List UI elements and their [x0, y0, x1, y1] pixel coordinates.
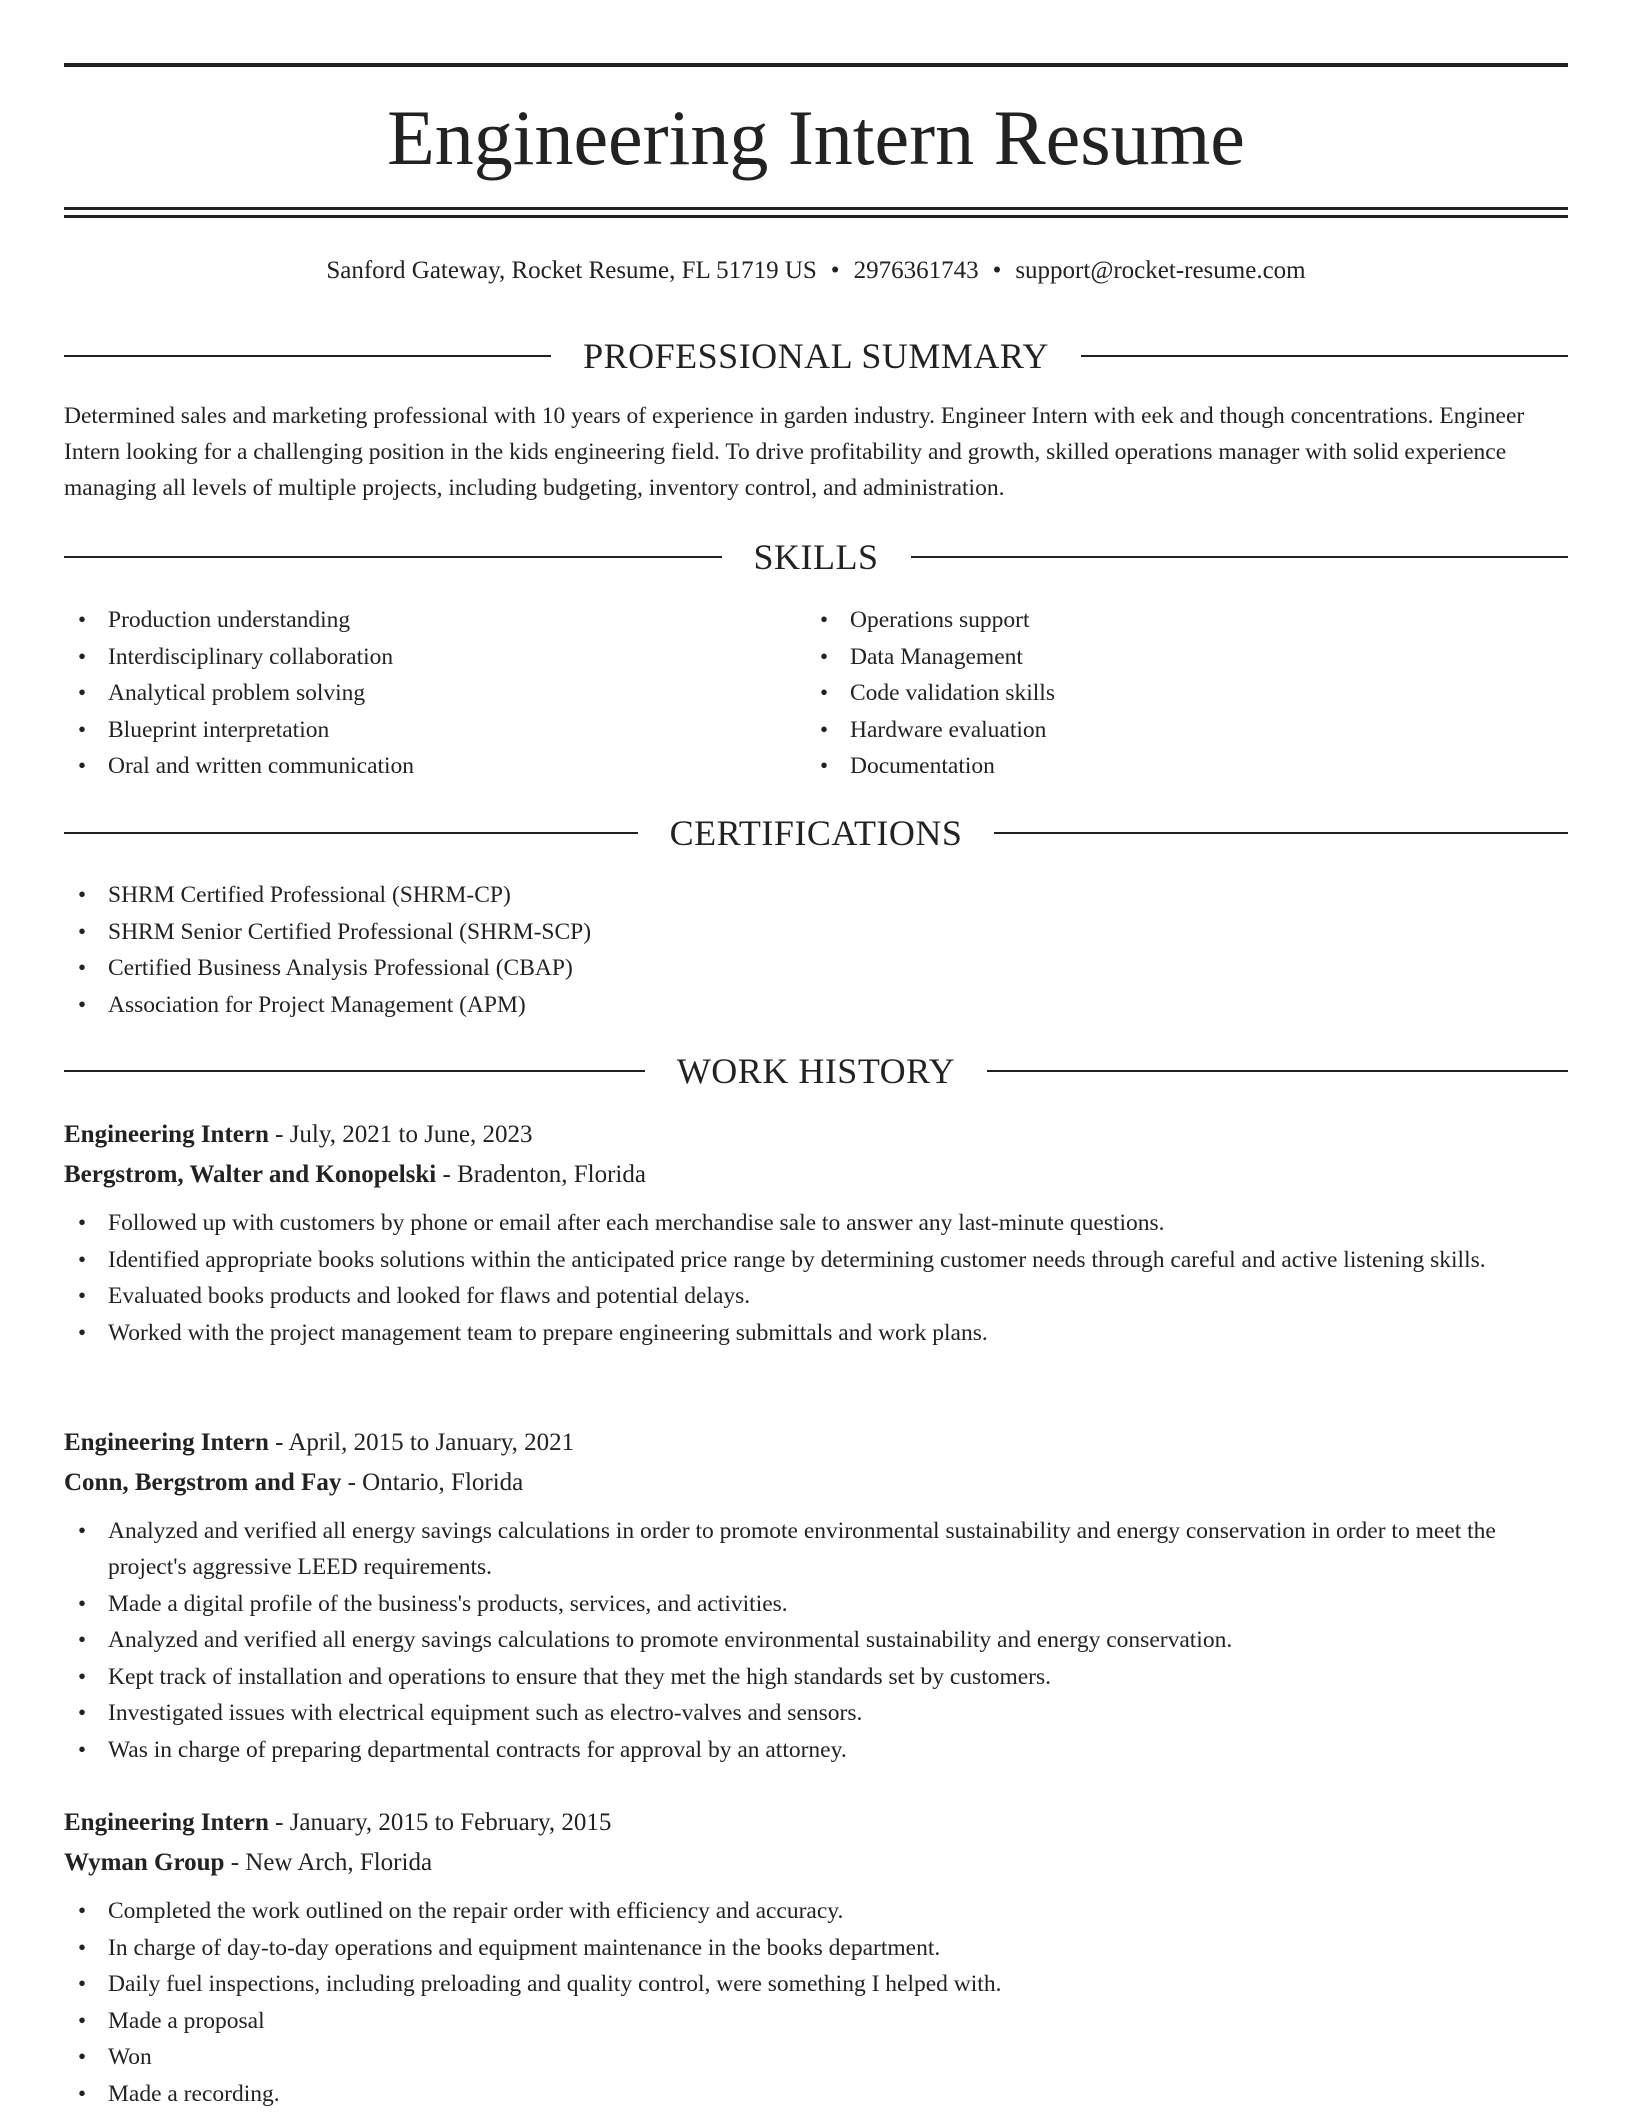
- job-entry: [64, 1423, 1568, 1768]
- job-bullets: [64, 1513, 1568, 1768]
- certifications-list: [64, 877, 1568, 1023]
- job-company: Wyman Group: [64, 1849, 225, 1876]
- job-title-line: [64, 1115, 1568, 1155]
- summary-text: Determined sales and marketing professional with 10 years of experience in garden industry. Engineer Intern with eek and though concentrations. Engineer Intern looking for a challenging position in the kids engineering field. To drive profitability and growth, skilled operations manager with solid experience managing all levels of multiple projects, including budgeting, inventory control, and administration.: [64, 403, 1525, 501]
- certification-item: • SHRM Certified Professional (SHRM-CP): [64, 877, 1568, 913]
- heading-rule-left: [64, 355, 551, 357]
- job-company-line: [64, 1843, 1568, 1883]
- contact-line: [64, 252, 1568, 290]
- skills-list-right: [806, 602, 1506, 784]
- skill-item: • Data Management: [806, 639, 1506, 675]
- job-company: Bergstrom, Walter and Konopelski: [64, 1161, 437, 1188]
- job-entry: [64, 1115, 1568, 1351]
- top-rule: [64, 63, 1568, 67]
- skills-column-right: [806, 602, 1506, 785]
- job-bullet: • Kept track of installation and operations to ensure that they met the high standards set by customers.: [64, 1659, 1568, 1695]
- job-bullet: • Completed the work outlined on the repair order with efficiency and accuracy.: [64, 1893, 1568, 1929]
- summary-heading: [64, 331, 1568, 381]
- heading-rule-left: [64, 556, 722, 558]
- job-bullet: • Made a digital profile of the business's products, services, and activities.: [64, 1586, 1568, 1622]
- job-bullet: • Analyzed and verified all energy savings calculations in order to promote environmental sustainability and energy conservation in order to meet the project's aggressive LEED requirements.: [64, 1513, 1568, 1585]
- skill-item: • Hardware evaluation: [806, 712, 1506, 748]
- job-bullet: • In charge of day-to-day operations and equipment maintenance in the books department.: [64, 1930, 1568, 1966]
- job-bullet: • Followed up with customers by phone or email after each merchandise sale to answer any last-minute questions.: [64, 1205, 1568, 1241]
- job-dates: - July, 2021 to June, 2023: [268, 1121, 533, 1148]
- certifications-block: [64, 877, 1568, 1023]
- contact-separator: •: [830, 257, 840, 284]
- skill-item: • Operations support: [806, 602, 1506, 638]
- heading-rule-right: [1081, 355, 1568, 357]
- skill-item: • Interdisciplinary collaboration: [64, 639, 764, 675]
- heading-rule-right: [994, 832, 1568, 834]
- job-bullets: [64, 1205, 1568, 1351]
- skill-item: • Documentation: [806, 748, 1506, 784]
- job-bullet: • Made a proposal: [64, 2003, 1568, 2039]
- job-company-line: [64, 1463, 1568, 1503]
- job-title-line: [64, 1423, 1568, 1463]
- certifications-heading: [64, 808, 1568, 858]
- job-bullets: [64, 1893, 1568, 2112]
- contact-phone: 2976361743: [853, 257, 979, 284]
- job-bullet: • Made a recording.: [64, 2076, 1568, 2112]
- skills-heading: [64, 532, 1568, 582]
- skill-item: • Code validation skills: [806, 675, 1506, 711]
- job-bullet: • Analyzed and verified all energy savings calculations to promote environmental sustainability and energy conservation.: [64, 1622, 1568, 1658]
- certifications-heading-label: CERTIFICATIONS: [669, 813, 963, 853]
- job-company-line: [64, 1155, 1568, 1195]
- job-location: - Bradenton, Florida: [436, 1161, 646, 1188]
- job-bullet: • Was in charge of preparing departmental contracts for approval by an attorney.: [64, 1732, 1568, 1768]
- skills-column-left: [64, 602, 764, 785]
- contact-email: support@rocket-resume.com: [1015, 257, 1306, 284]
- job-location: - Ontario, Florida: [341, 1469, 524, 1496]
- heading-rule-left: [64, 1070, 645, 1072]
- job-entry: [64, 1803, 1568, 2112]
- summary-heading-label: PROFESSIONAL SUMMARY: [583, 336, 1049, 376]
- contact-separator: •: [992, 257, 1002, 284]
- certification-item: • Association for Project Management (APM): [64, 987, 1568, 1023]
- work-history-heading-label: WORK HISTORY: [676, 1051, 956, 1091]
- job-bullet: • Daily fuel inspections, including preloading and quality control, were something I helped with.: [64, 1966, 1568, 2002]
- skill-item: • Blueprint interpretation: [64, 712, 764, 748]
- skills-heading-label: SKILLS: [753, 537, 879, 577]
- job-bullet: • Evaluated books products and looked for flaws and potential delays.: [64, 1278, 1568, 1314]
- heading-rule-right: [987, 1070, 1568, 1072]
- certification-item: • Certified Business Analysis Professional (CBAP): [64, 950, 1568, 986]
- skill-item: • Production understanding: [64, 602, 764, 638]
- certification-item: • SHRM Senior Certified Professional (SHRM-SCP): [64, 914, 1568, 950]
- title-rule-upper: [64, 207, 1568, 210]
- contact-address: Sanford Gateway, Rocket Resume, FL 51719 US: [326, 257, 817, 284]
- job-title: Engineering Intern: [64, 1121, 269, 1148]
- job-company: Conn, Bergstrom and Fay: [64, 1469, 342, 1496]
- skill-item: • Oral and written communication: [64, 748, 764, 784]
- skills-list-left: [64, 602, 764, 784]
- job-title: Engineering Intern: [64, 1809, 269, 1836]
- job-bullet: • Identified appropriate books solutions within the anticipated price range by determining customer needs through careful and active listening skills.: [64, 1242, 1568, 1278]
- heading-rule-right: [911, 556, 1569, 558]
- job-dates: - April, 2015 to January, 2021: [268, 1429, 575, 1456]
- skill-item: • Analytical problem solving: [64, 675, 764, 711]
- job-dates: - January, 2015 to February, 2015: [268, 1809, 612, 1836]
- work-history-heading: [64, 1046, 1568, 1096]
- job-title-line: [64, 1803, 1568, 1843]
- job-bullet: • Investigated issues with electrical equipment such as electro-valves and sensors.: [64, 1695, 1568, 1731]
- job-location: - New Arch, Florida: [224, 1849, 433, 1876]
- heading-rule-left: [64, 832, 638, 834]
- job-title: Engineering Intern: [64, 1429, 269, 1456]
- job-bullet: • Won: [64, 2039, 1568, 2075]
- resume-title: Engineering Intern Resume: [387, 94, 1245, 181]
- title-rule-lower: [64, 215, 1568, 218]
- job-bullet: • Worked with the project management team to prepare engineering submittals and work plans.: [64, 1315, 1568, 1351]
